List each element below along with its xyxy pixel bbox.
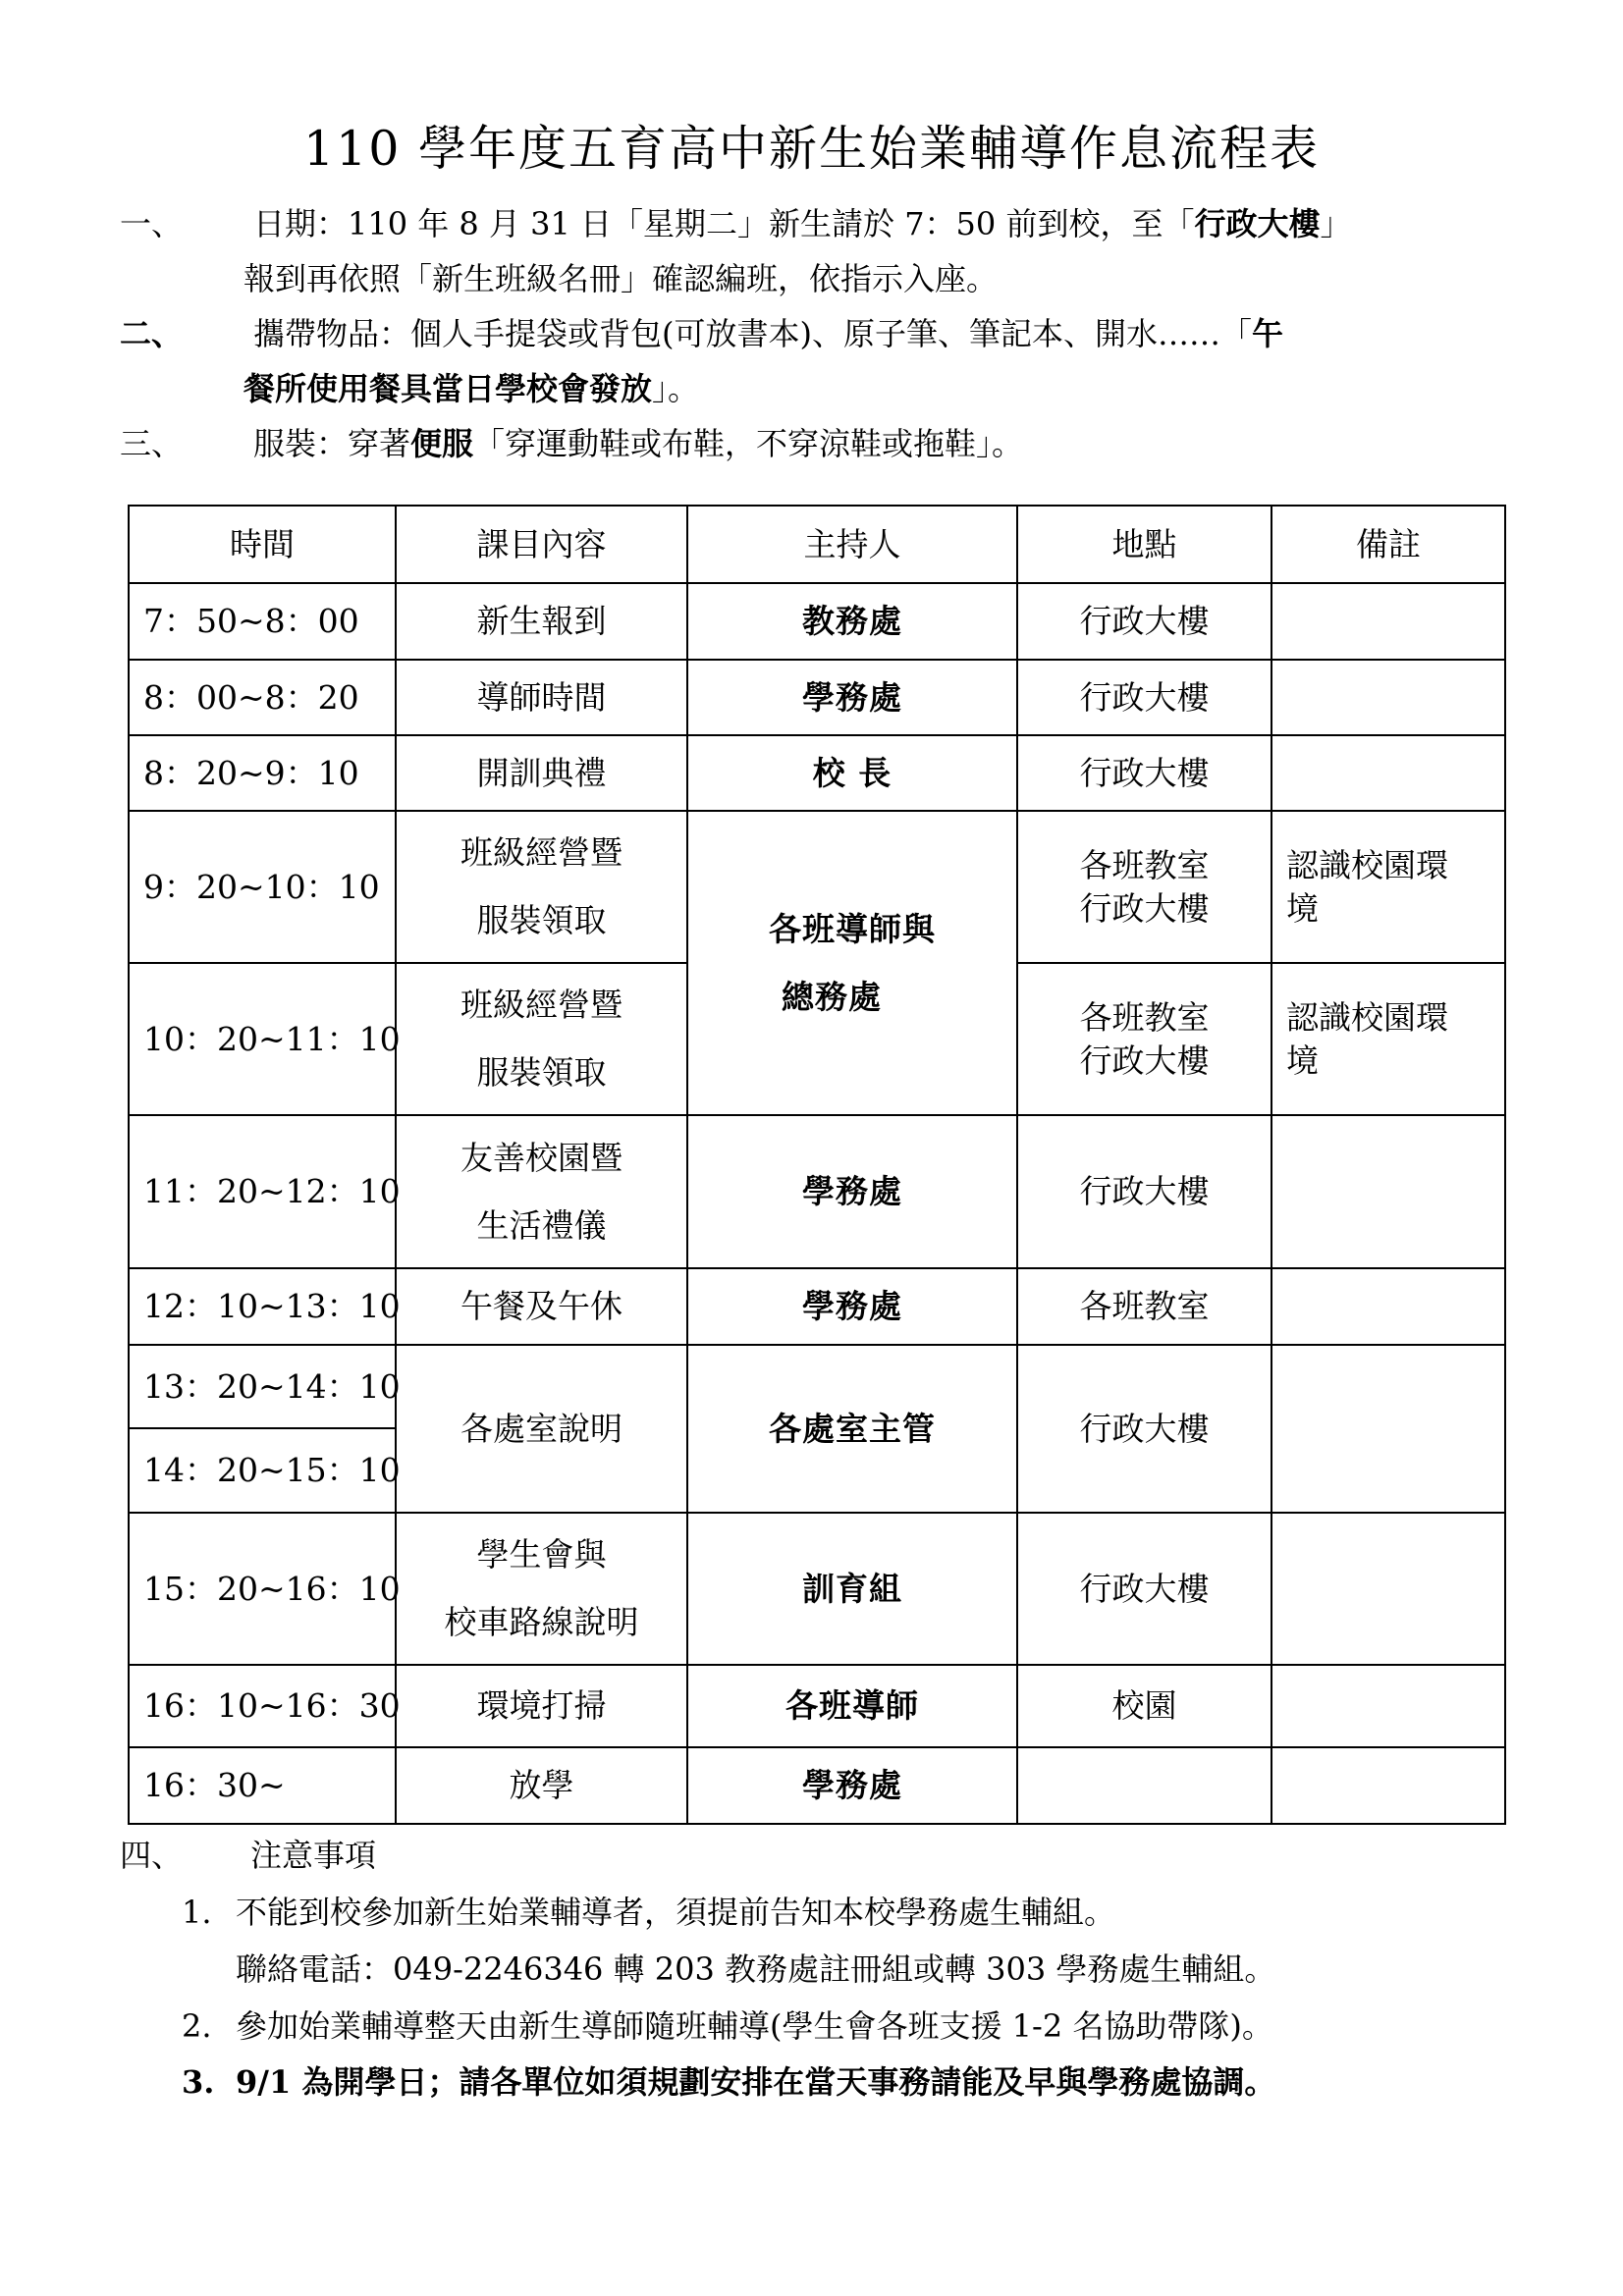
cell-content: 新生報到 — [396, 583, 687, 660]
cell-time: 16：30~ — [129, 1747, 396, 1824]
cell-note — [1271, 1665, 1505, 1747]
cell-note: 認識校園環 境 — [1271, 963, 1505, 1115]
header-content: 課目內容 — [396, 506, 687, 583]
cell-time: 13：20~14：10 — [129, 1345, 396, 1428]
cell-note — [1271, 1345, 1505, 1513]
cell-note — [1271, 1747, 1505, 1824]
table-row — [129, 1665, 1505, 1747]
cell-place: 校園 — [1017, 1665, 1271, 1747]
cell-place: 各班教室 行政大樓 — [1017, 963, 1271, 1115]
cell-content: 班級經營暨 服裝領取 — [396, 963, 687, 1115]
cell-host: 各班導師 — [687, 1665, 1017, 1747]
cell-content: 環境打掃 — [396, 1665, 687, 1747]
section-text-line2: 報到再依照「新生班級名冊」確認編班，依指示入座。 — [243, 260, 999, 297]
cell-note — [1271, 1513, 1505, 1665]
section-text-line2: 餐所使用餐具當日學校會發放」。 — [243, 370, 700, 407]
cell-host: 教務處 — [687, 583, 1017, 660]
cell-place: 行政大樓 — [1017, 1513, 1271, 1665]
cell-time: 9：20~10：10 — [129, 811, 396, 963]
cell-time: 7：50~8：00 — [129, 583, 396, 660]
note-item: 1. 不能到校參加新生始業輔導者，須提前告知本校學務處生輔組。 — [182, 1894, 1116, 1931]
table-row — [129, 1747, 1505, 1824]
cell-time: 11：20~12：10 — [129, 1115, 396, 1268]
cell-content: 放學 — [396, 1747, 687, 1824]
cell-content: 友善校園暨 生活禮儀 — [396, 1115, 687, 1268]
section-text-line1: 日期：110 年 8 月 31 日「星期二」新生請於 7：50 前到校，至「行政大樓」 — [253, 205, 1352, 242]
header-host: 主持人 — [687, 506, 1017, 583]
note-item: 3. 9/1 為開學日；請各單位如須規劃安排在當天事務請能及早與學務處協調。 — [182, 2063, 1276, 2101]
cell-note: 認識校園環 境 — [1271, 811, 1505, 963]
cell-content: 學生會與 校車路線說明 — [396, 1513, 687, 1665]
section-number: 二、 — [120, 315, 184, 352]
section-text-line1: 攜帶物品：個人手提袋或背包(可放書本)、原子筆、筆記本、開水……「午 — [253, 315, 1283, 352]
cell-host: 訓育組 — [687, 1513, 1017, 1665]
schedule-table — [128, 505, 1506, 1825]
table-row — [129, 583, 1505, 660]
cell-note — [1271, 1115, 1505, 1268]
notes-label: 注意事項 — [250, 1837, 377, 1874]
section-text: 服裝：穿著便服「穿運動鞋或布鞋，不穿涼鞋或拖鞋」。 — [253, 425, 1024, 462]
header-place: 地點 — [1017, 506, 1271, 583]
cell-content: 班級經營暨 服裝領取 — [396, 811, 687, 963]
cell-time: 8：20~9：10 — [129, 735, 396, 811]
cell-time: 10：20~11：10 — [129, 963, 396, 1115]
table-row — [129, 1345, 1505, 1428]
header-time: 時間 — [129, 506, 396, 583]
cell-host: 校 長 — [687, 735, 1017, 811]
cell-time: 16：10~16：30 — [129, 1665, 396, 1747]
table-row — [129, 811, 1505, 963]
note-item-continued: 聯絡電話：049-2246346 轉 203 教務處註冊組或轉 303 學務處生輔組。 — [236, 1950, 1276, 1988]
cell-content: 導師時間 — [396, 660, 687, 735]
cell-content: 午餐及午休 — [396, 1268, 687, 1345]
cell-time: 14：20~15：10 — [129, 1428, 396, 1513]
cell-time: 8：00~8：20 — [129, 660, 396, 735]
cell-time: 12：10~13：10 — [129, 1268, 396, 1345]
cell-host: 各班導師與 總務處 — [687, 811, 1017, 1115]
table-row — [129, 735, 1505, 811]
table-row — [129, 1268, 1505, 1345]
cell-host: 學務處 — [687, 1115, 1017, 1268]
cell-note — [1271, 735, 1505, 811]
cell-content: 各處室說明 — [396, 1345, 687, 1513]
cell-content: 開訓典禮 — [396, 735, 687, 811]
cell-note — [1271, 583, 1505, 660]
section-number: 三、 — [120, 425, 184, 462]
cell-host: 學務處 — [687, 660, 1017, 735]
cell-host: 學務處 — [687, 1747, 1017, 1824]
cell-place: 各班教室 — [1017, 1268, 1271, 1345]
cell-place: 行政大樓 — [1017, 735, 1271, 811]
note-item: 2. 參加始業輔導整天由新生導師隨班輔導(學生會各班支援 1-2 名協助帶隊)。 — [182, 2007, 1273, 2045]
cell-place — [1017, 1747, 1271, 1824]
cell-host: 各處室主管 — [687, 1345, 1017, 1513]
page-title: 110 學年度五育高中新生始業輔導作息流程表 — [302, 121, 1321, 177]
section-number: 四、 — [120, 1837, 184, 1874]
cell-note — [1271, 660, 1505, 735]
cell-place: 行政大樓 — [1017, 1115, 1271, 1268]
header-note: 備註 — [1271, 506, 1505, 583]
cell-place: 行政大樓 — [1017, 583, 1271, 660]
table-row — [129, 1513, 1505, 1665]
cell-place: 行政大樓 — [1017, 1345, 1271, 1513]
cell-host: 學務處 — [687, 1268, 1017, 1345]
table-row — [129, 1115, 1505, 1268]
cell-note — [1271, 1268, 1505, 1345]
cell-place: 各班教室 行政大樓 — [1017, 811, 1271, 963]
table-header-row — [129, 506, 1505, 583]
cell-time: 15：20~16：10 — [129, 1513, 396, 1665]
location-highlight: 行政大樓 — [1194, 205, 1321, 242]
section-number: 一、 — [120, 205, 184, 242]
cell-place: 行政大樓 — [1017, 660, 1271, 735]
table-row — [129, 660, 1505, 735]
